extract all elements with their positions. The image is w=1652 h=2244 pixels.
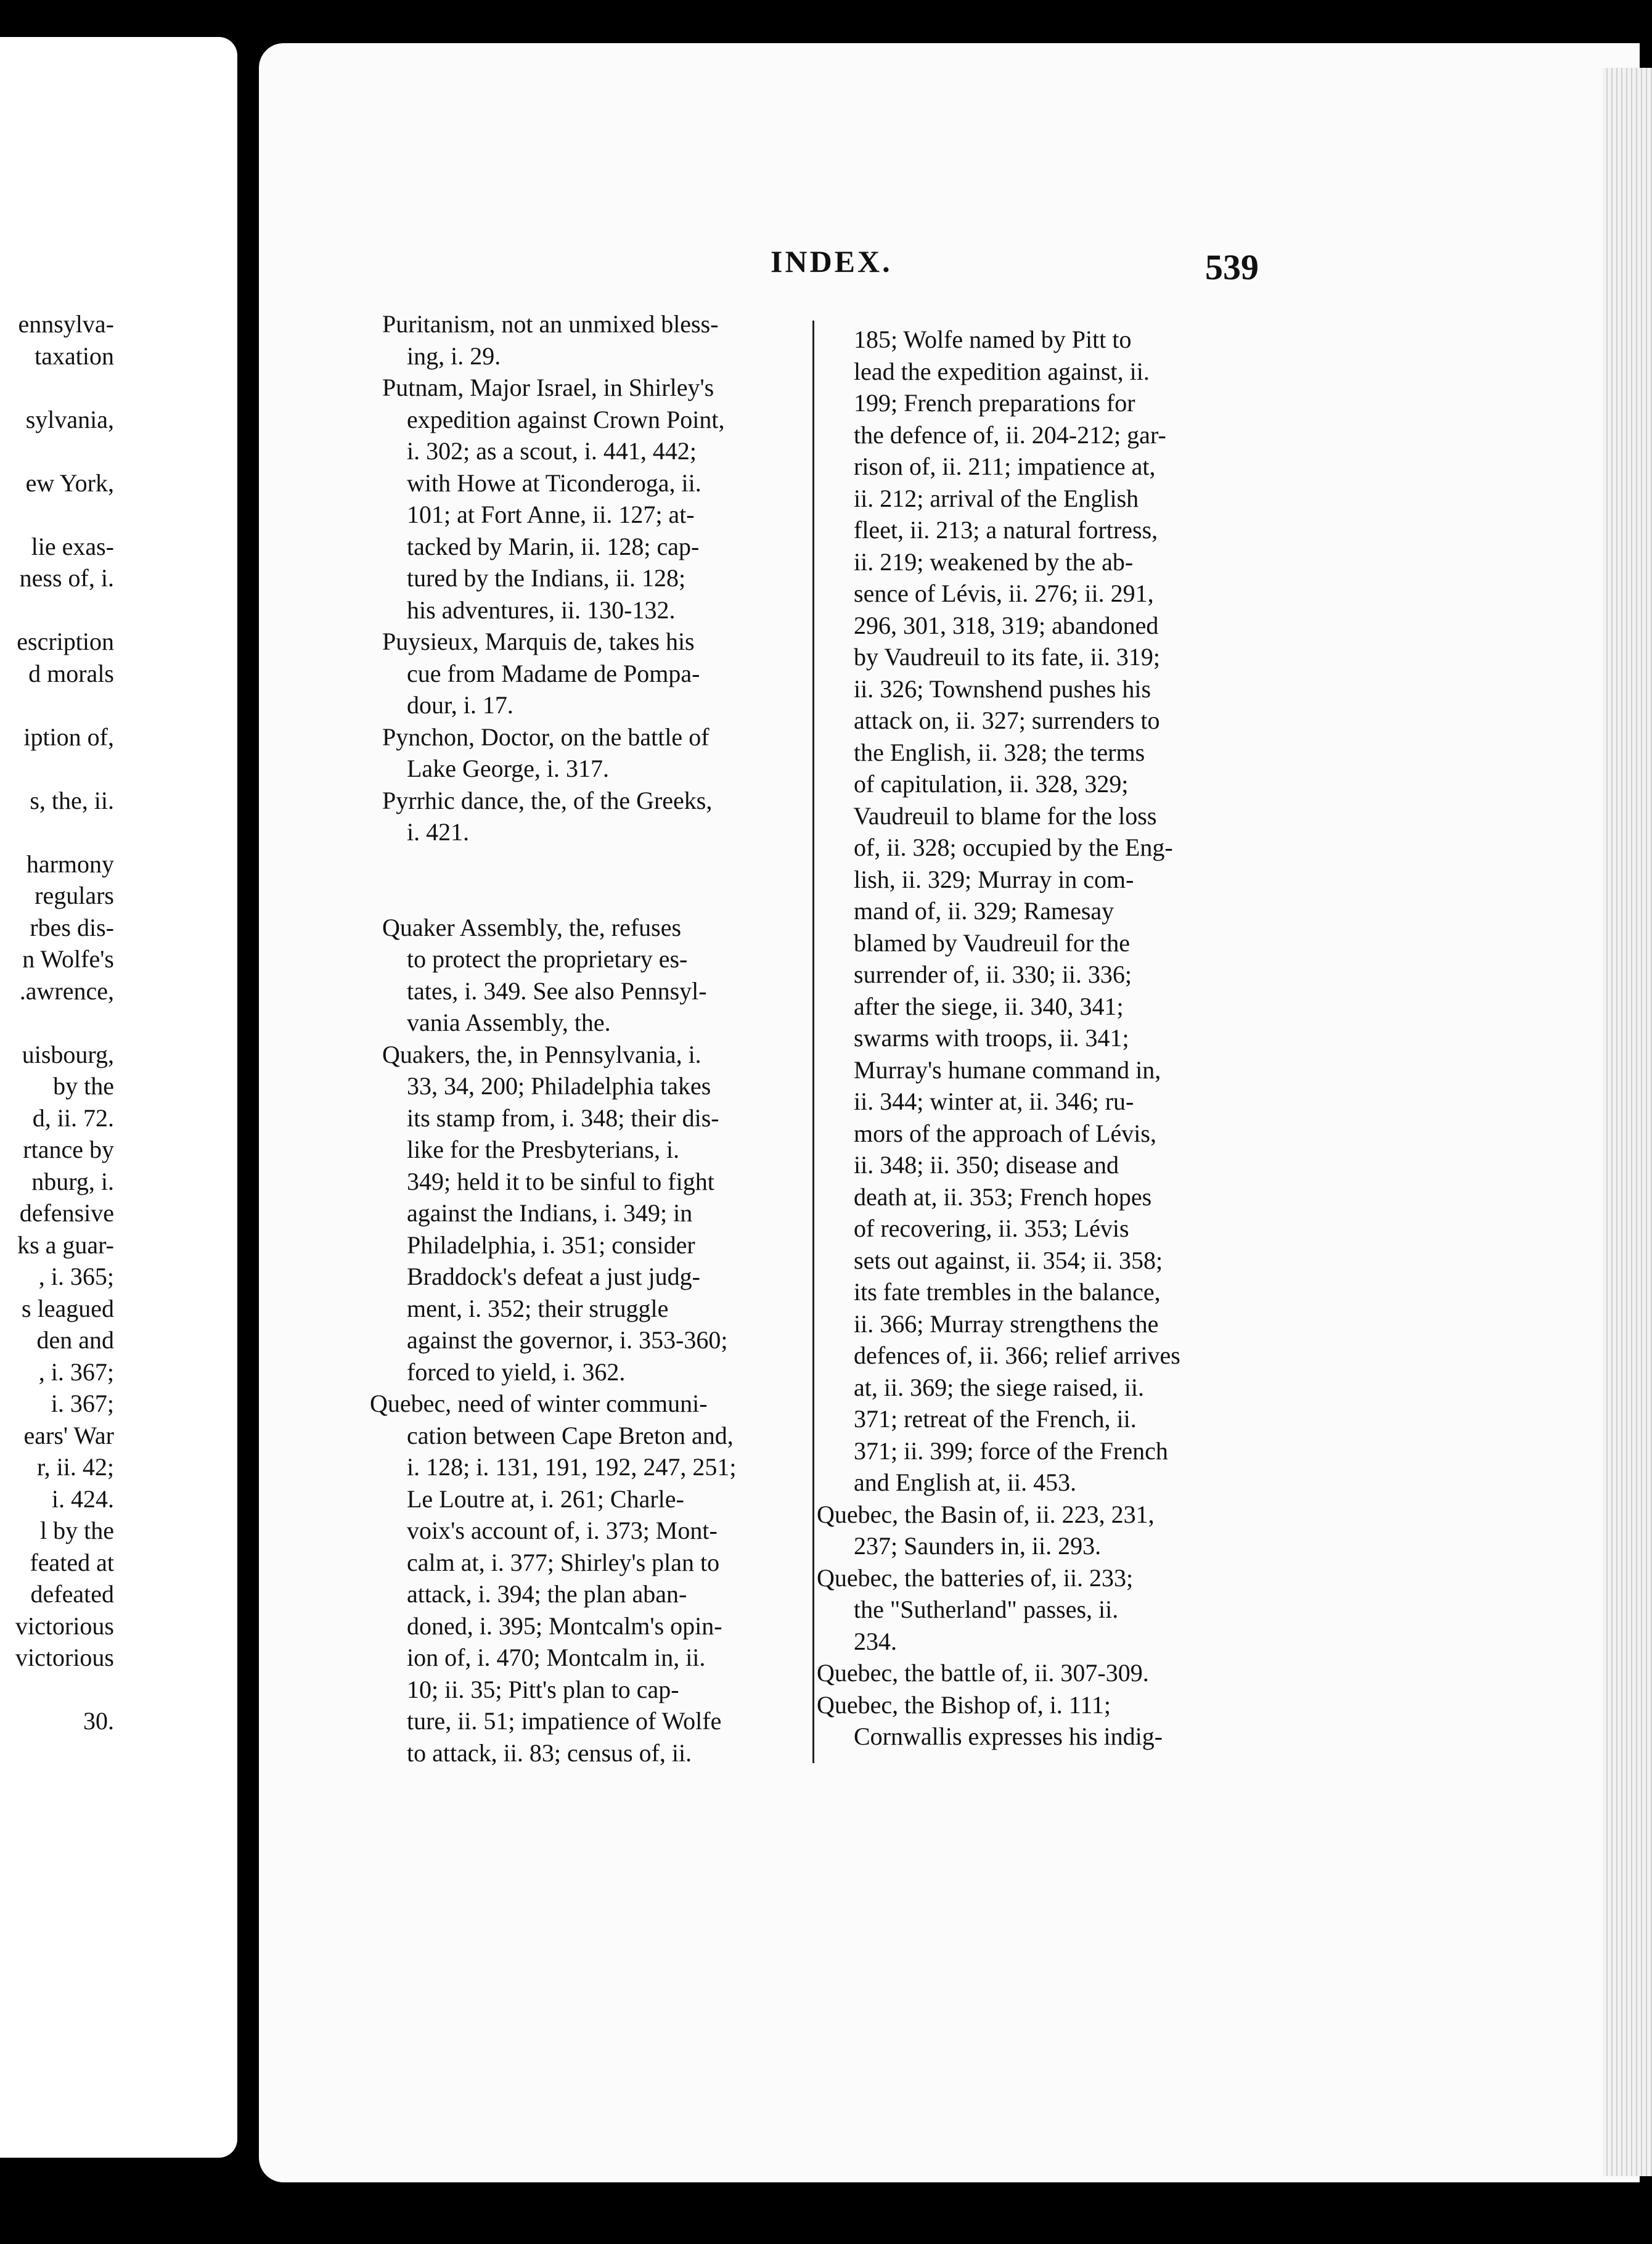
index-line: 234. (817, 1627, 897, 1655)
index-line: Quebec, the batteries of, ii. 233; (817, 1563, 1134, 1592)
index-line: Braddock's defeat a just judg- (370, 1263, 700, 1290)
index-line: the defence of, ii. 204-212; gar- (817, 420, 1166, 449)
index-line: 10; ii. 35; Pitt's plan to cap- (370, 1675, 679, 1703)
index-line: vania Assembly, the. (370, 1009, 611, 1036)
left-page-fragment: .awrence, (19, 977, 114, 1005)
left-page-fragment: s leagued (22, 1294, 114, 1322)
index-line: i. 302; as a scout, i. 441, 442; (370, 437, 697, 465)
index-line: mand of, ii. 329; Ramesay (817, 897, 1114, 925)
index-line: like for the Presbyterians, i. (370, 1136, 680, 1163)
index-line: after the siege, ii. 340, 341; (817, 992, 1124, 1020)
index-line: Cornwallis expresses his indig- (817, 1722, 1163, 1750)
left-page-fragment: escription (17, 628, 114, 655)
index-line: Lake George, i. 317. (370, 755, 610, 782)
index-line: its fate trembles in the balance, (817, 1278, 1161, 1306)
index-line: ii. 366; Murray strengthens the (817, 1309, 1159, 1338)
index-line: Puritanism, not an unmixed bless- (370, 310, 719, 338)
index-line: swarms with troops, ii. 341; (817, 1024, 1129, 1052)
index-line: ion of, i. 470; Montcalm in, ii. (370, 1644, 706, 1671)
index-line: cue from Madame de Pompa- (370, 659, 700, 687)
index-line: ii. 326; Townshend pushes his (817, 674, 1151, 703)
index-line: ii. 219; weakened by the ab- (817, 547, 1134, 576)
index-line: Vaudreuil to blame for the loss (817, 801, 1157, 830)
index-line: Quebec, need of winter communi- (370, 1390, 708, 1417)
left-page-fragment: ness of, i. (19, 564, 114, 592)
left-page-fragment: , i. 365; (38, 1263, 114, 1290)
page-number: 539 (1205, 247, 1259, 287)
index-line: ture, ii. 51; impatience of Wolfe (370, 1707, 722, 1735)
left-page-fragment: i. 367; (51, 1390, 114, 1417)
index-line: sets out against, ii. 354; ii. 358; (817, 1246, 1163, 1274)
index-line: Puysieux, Marquis de, takes his (370, 628, 695, 655)
left-page-fragment: rtance by (23, 1136, 114, 1163)
index-line: ing, i. 29. (370, 342, 501, 370)
left-page-fragment: l by the (40, 1517, 114, 1544)
index-line: doned, i. 395; Montcalm's opin- (370, 1611, 722, 1640)
index-line: Murray's humane command in, (817, 1055, 1161, 1084)
index-line: 296, 301, 318, 319; abandoned (817, 611, 1159, 639)
index-line: attack on, ii. 327; surrenders to (817, 706, 1160, 734)
left-page-fragment: 30. (83, 1707, 114, 1735)
left-page-fragment: n Wolfe's (22, 945, 114, 973)
index-line: the "Sutherland" passes, ii. (817, 1595, 1119, 1623)
index-line: cation between Cape Breton and, (370, 1421, 734, 1449)
left-page-fragment: ew York, (25, 469, 114, 497)
index-line: death at, ii. 353; French hopes (817, 1182, 1152, 1211)
index-line: 349; held it to be sinful to fight (370, 1167, 714, 1195)
left-page-fragment: lie exas- (31, 532, 114, 560)
index-line: voix's account of, i. 373; Mont- (370, 1517, 718, 1544)
index-line: 33, 34, 200; Philadelphia takes (370, 1072, 711, 1100)
index-line: and English at, ii. 453. (817, 1468, 1077, 1496)
index-line: Quebec, the Bishop of, i. 111; (817, 1690, 1111, 1719)
left-page-fragment: d, ii. 72. (32, 1104, 114, 1132)
index-line: Pynchon, Doctor, on the battle of (370, 723, 709, 751)
index-line: of, ii. 328; occupied by the Eng- (817, 833, 1173, 861)
index-line: the English, ii. 328; the terms (817, 738, 1145, 766)
index-line: of recovering, ii. 353; Lévis (817, 1214, 1129, 1242)
index-line: tured by the Indians, ii. 128; (370, 564, 686, 592)
index-line: 371; retreat of the French, ii. (817, 1405, 1137, 1433)
index-line: ment, i. 352; their struggle (370, 1294, 669, 1322)
index-line: by Vaudreuil to its fate, ii. 319; (817, 643, 1160, 671)
left-page-fragment: den and (36, 1326, 114, 1354)
index-line: tates, i. 349. See also Pennsyl- (370, 977, 707, 1005)
left-page-fragment: harmony (26, 850, 114, 878)
left-page-fragment: uisbourg, (22, 1040, 114, 1068)
left-page-fragment: s, the, ii. (30, 786, 114, 814)
left-page-fragment: defeated (30, 1580, 114, 1608)
index-line (370, 880, 811, 912)
left-page-fragment: sylvania, (25, 405, 114, 433)
index-line: calm at, i. 377; Shirley's plan to (370, 1548, 720, 1576)
left-page-fragment: d morals (28, 659, 114, 687)
index-line: lish, ii. 329; Murray in com- (817, 865, 1134, 893)
index-line: dour, i. 17. (370, 691, 513, 719)
left-page-fragment: by the (53, 1072, 114, 1100)
index-line: mors of the approach of Lévis, (817, 1119, 1156, 1147)
index-column-left (370, 308, 811, 1769)
index-line: Pyrrhic dance, the, of the Greeks, (370, 786, 713, 814)
left-page-fragment: victorious (15, 1644, 114, 1671)
index-line: at, ii. 369; the siege raised, ii. (817, 1373, 1144, 1401)
index-line: 199; French preparations for (817, 389, 1135, 417)
running-header: INDEX. (771, 244, 893, 279)
index-line: of capitulation, ii. 328, 329; (817, 770, 1129, 798)
left-page-fragment: i. 424. (51, 1484, 114, 1513)
index-line: to protect the proprietary es- (370, 945, 688, 973)
index-line: lead the expedition against, ii. (817, 357, 1150, 385)
index-line: its stamp from, i. 348; their dis- (370, 1104, 719, 1132)
index-line (370, 848, 811, 880)
index-line: Le Loutre at, i. 261; Charle- (370, 1484, 684, 1513)
index-line: 185; Wolfe named by Pitt to (817, 326, 1132, 353)
index-line: ii. 348; ii. 350; disease and (817, 1151, 1119, 1179)
index-line: to attack, ii. 83; census of, ii. (370, 1738, 692, 1767)
index-column-right (817, 324, 1261, 1753)
index-line: surrender of, ii. 330; ii. 336; (817, 960, 1132, 988)
index-line: his adventures, ii. 130-132. (370, 596, 676, 624)
index-line: blamed by Vaudreuil for the (817, 928, 1131, 957)
index-line: 101; at Fort Anne, ii. 127; at- (370, 501, 695, 528)
index-line: rison of, ii. 211; impatience at, (817, 452, 1156, 480)
page-edge (1603, 68, 1652, 2176)
index-line: Quebec, the Basin of, ii. 223, 231, (817, 1500, 1155, 1528)
index-line: against the Indians, i. 349; in (370, 1199, 693, 1227)
index-line: 237; Saunders in, ii. 293. (817, 1532, 1102, 1560)
index-line: Philadelphia, i. 351; consider (370, 1231, 695, 1259)
index-line: 371; ii. 399; force of the French (817, 1436, 1168, 1465)
index-line: defences of, ii. 366; relief arrives (817, 1341, 1180, 1369)
left-page-fragment: feated at (30, 1548, 114, 1576)
left-page-fragment: iption of, (23, 723, 114, 751)
left-page-fragment: taxation (35, 342, 114, 370)
index-line: fleet, ii. 213; a natural fortress, (817, 516, 1158, 544)
index-line: i. 421. (370, 818, 470, 846)
index-line: forced to yield, i. 362. (370, 1357, 626, 1386)
index-line: attack, i. 394; the plan aban- (370, 1580, 687, 1608)
index-line: expedition against Crown Point, (370, 405, 725, 433)
index-line: against the governor, i. 353-360; (370, 1326, 728, 1354)
index-line: tacked by Marin, ii. 128; cap- (370, 532, 700, 560)
left-page-fragment: r, ii. 42; (36, 1453, 114, 1481)
index-line: ii. 212; arrival of the English (817, 484, 1139, 512)
left-page-fragment: regulars (35, 882, 114, 909)
left-page-fragment: rbes dis- (30, 913, 114, 941)
index-line: Quakers, the, in Pennsylvania, i. (370, 1040, 701, 1068)
left-page-fragment: , i. 367; (38, 1357, 114, 1386)
index-line: Quaker Assembly, the, refuses (370, 913, 682, 941)
left-page-fragment: nburg, i. (31, 1167, 114, 1195)
index-line: Putnam, Major Israel, in Shirley's (370, 374, 714, 401)
index-line: Quebec, the battle of, ii. 307-309. (817, 1659, 1149, 1687)
left-page-fragment: ks a guar- (17, 1231, 114, 1259)
left-page-fragment: victorious (15, 1611, 114, 1640)
index-line: with Howe at Ticonderoga, ii. (370, 469, 701, 497)
left-page-fragment: ears' War (23, 1421, 114, 1449)
left-page (0, 37, 237, 2158)
index-line: ii. 344; winter at, ii. 346; ru- (817, 1087, 1134, 1115)
left-page-fragment: defensive (19, 1199, 114, 1227)
index-line: sence of Lévis, ii. 276; ii. 291, (817, 579, 1154, 607)
column-divider (812, 321, 814, 1763)
left-page-fragment: ennsylva- (18, 310, 114, 338)
index-line: i. 128; i. 131, 191, 192, 247, 251; (370, 1453, 737, 1481)
